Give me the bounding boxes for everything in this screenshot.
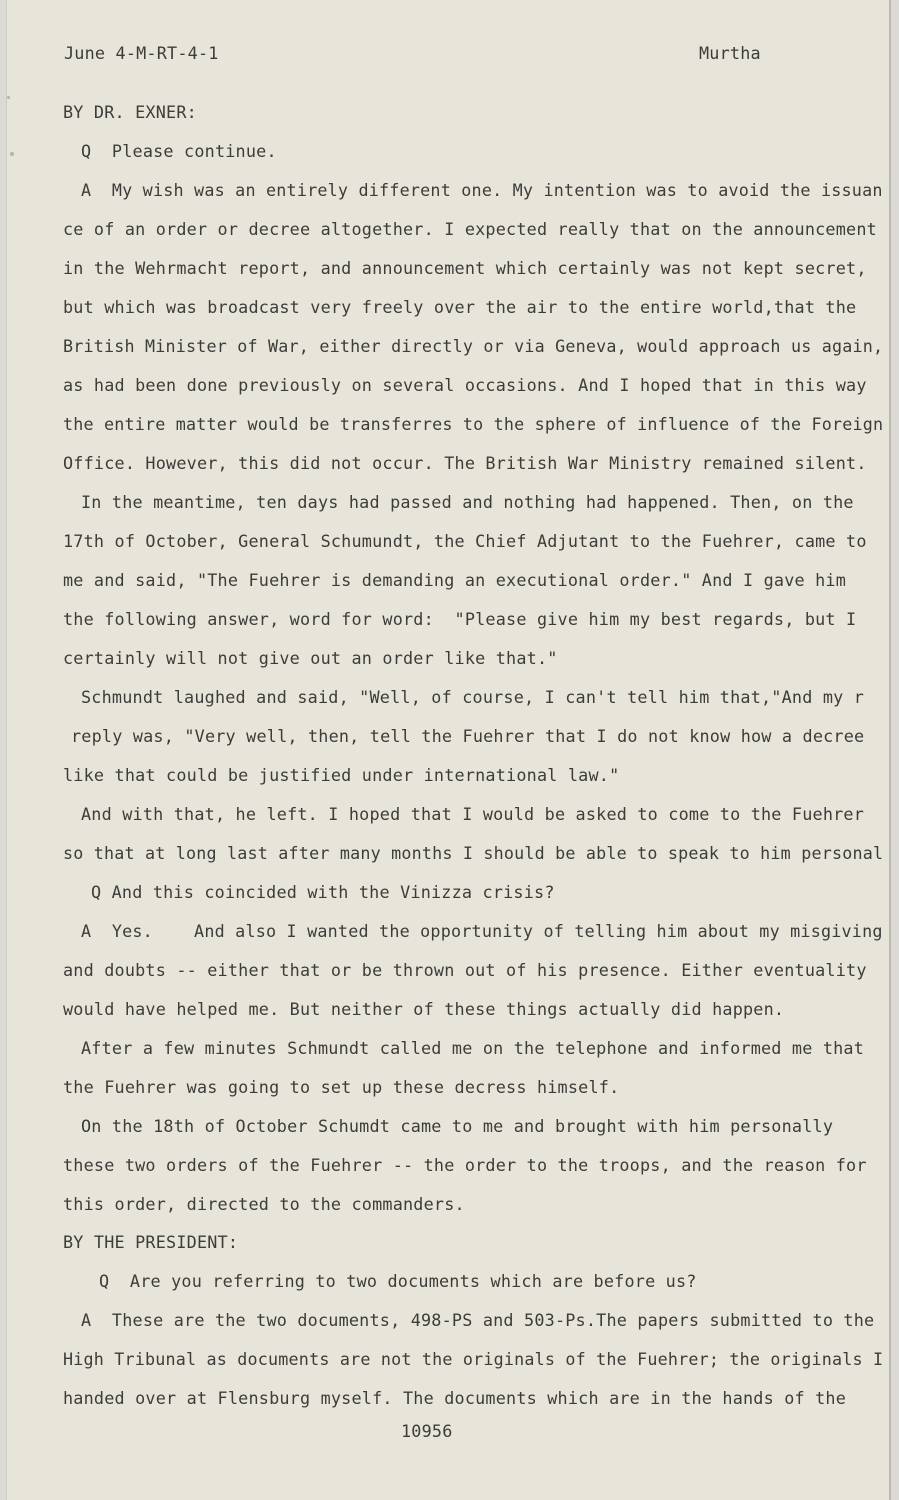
text-line: Office. However, this did not occur. The British War Ministry remained silent. xyxy=(63,453,867,473)
text-line: In the meantime, ten days had passed and nothing had happened. Then, on the xyxy=(81,492,854,512)
page-number: 10956 xyxy=(401,1421,453,1441)
header-right: Murtha xyxy=(699,43,761,63)
text-line: Q Please continue. xyxy=(81,141,277,161)
text-line: handed over at Flensburg myself. The documents which are in the hands of the xyxy=(63,1388,847,1408)
text-line: British Minister of War, either directly or via Geneva, would approach us again, xyxy=(63,336,884,356)
typed-page xyxy=(6,0,891,1500)
text-line: reply was, "Very well, then, tell the Fuehrer that I do not know how a decree xyxy=(71,726,865,746)
text-line: in the Wehrmacht report, and announcement which certainly was not kept secret, xyxy=(63,258,867,278)
text-line: A Yes. And also I wanted the opportunity of telling him about my misgiving xyxy=(81,921,883,941)
text-line: Q And this coincided with the Vinizza crisis? xyxy=(91,882,555,902)
text-line: so that at long last after many months I should be able to speak to him personal xyxy=(63,843,884,863)
text-line: Q Are you referring to two documents which are before us? xyxy=(99,1271,697,1291)
text-line: certainly will not give out an order like that." xyxy=(63,648,558,668)
text-line: A My wish was an entirely different one. My intention was to avoid the issuan xyxy=(81,180,883,200)
text-line: like that could be justified under international law." xyxy=(63,765,620,785)
text-line: ce of an order or decree altogether. I expected really that on the announcement xyxy=(63,219,877,239)
text-line: And with that, he left. I hoped that I would be asked to come to the Fuehrer xyxy=(81,804,865,824)
text-line: the entire matter would be transferres to the sphere of influence of the Foreign xyxy=(63,414,884,434)
text-line: would have helped me. But neither of these things actually did happen. xyxy=(63,999,785,1019)
text-line: BY DR. EXNER: xyxy=(63,102,197,122)
text-line: this order, directed to the commanders. xyxy=(63,1194,465,1214)
text-line: as had been done previously on several occasions. And I hoped that in this way xyxy=(63,375,867,395)
text-line: and doubts -- either that or be thrown out of his presence. Either eventuality xyxy=(63,960,867,980)
text-line: A These are the two documents, 498-PS and 503-Ps.The papers submitted to the xyxy=(81,1310,875,1330)
paper-mark xyxy=(7,96,10,99)
text-line: the Fuehrer was going to set up these decress himself. xyxy=(63,1077,620,1097)
text-line: Schmundt laughed and said, "Well, of course, I can't tell him that,"And my r xyxy=(81,687,865,707)
text-line: but which was broadcast very freely over the air to the entire world,that the xyxy=(63,297,857,317)
text-line: On the 18th of October Schumdt came to me and brought with him personally xyxy=(81,1116,834,1136)
text-line: BY THE PRESIDENT: xyxy=(63,1232,239,1252)
text-line: these two orders of the Fuehrer -- the order to the troops, and the reason for xyxy=(63,1155,867,1175)
text-line: me and said, "The Fuehrer is demanding an executional order." And I gave him xyxy=(63,570,847,590)
paper-mark xyxy=(10,152,14,156)
text-line: the following answer, word for word: "Please give him my best regards, but I xyxy=(63,609,857,629)
text-line: After a few minutes Schmundt called me on the telephone and informed me that xyxy=(81,1038,865,1058)
text-line: 17th of October, General Schumundt, the Chief Adjutant to the Fuehrer, came to xyxy=(63,531,867,551)
text-line: High Tribunal as documents are not the originals of the Fuehrer; the originals I xyxy=(63,1349,884,1369)
header-left: June 4-M-RT-4-1 xyxy=(64,43,219,63)
